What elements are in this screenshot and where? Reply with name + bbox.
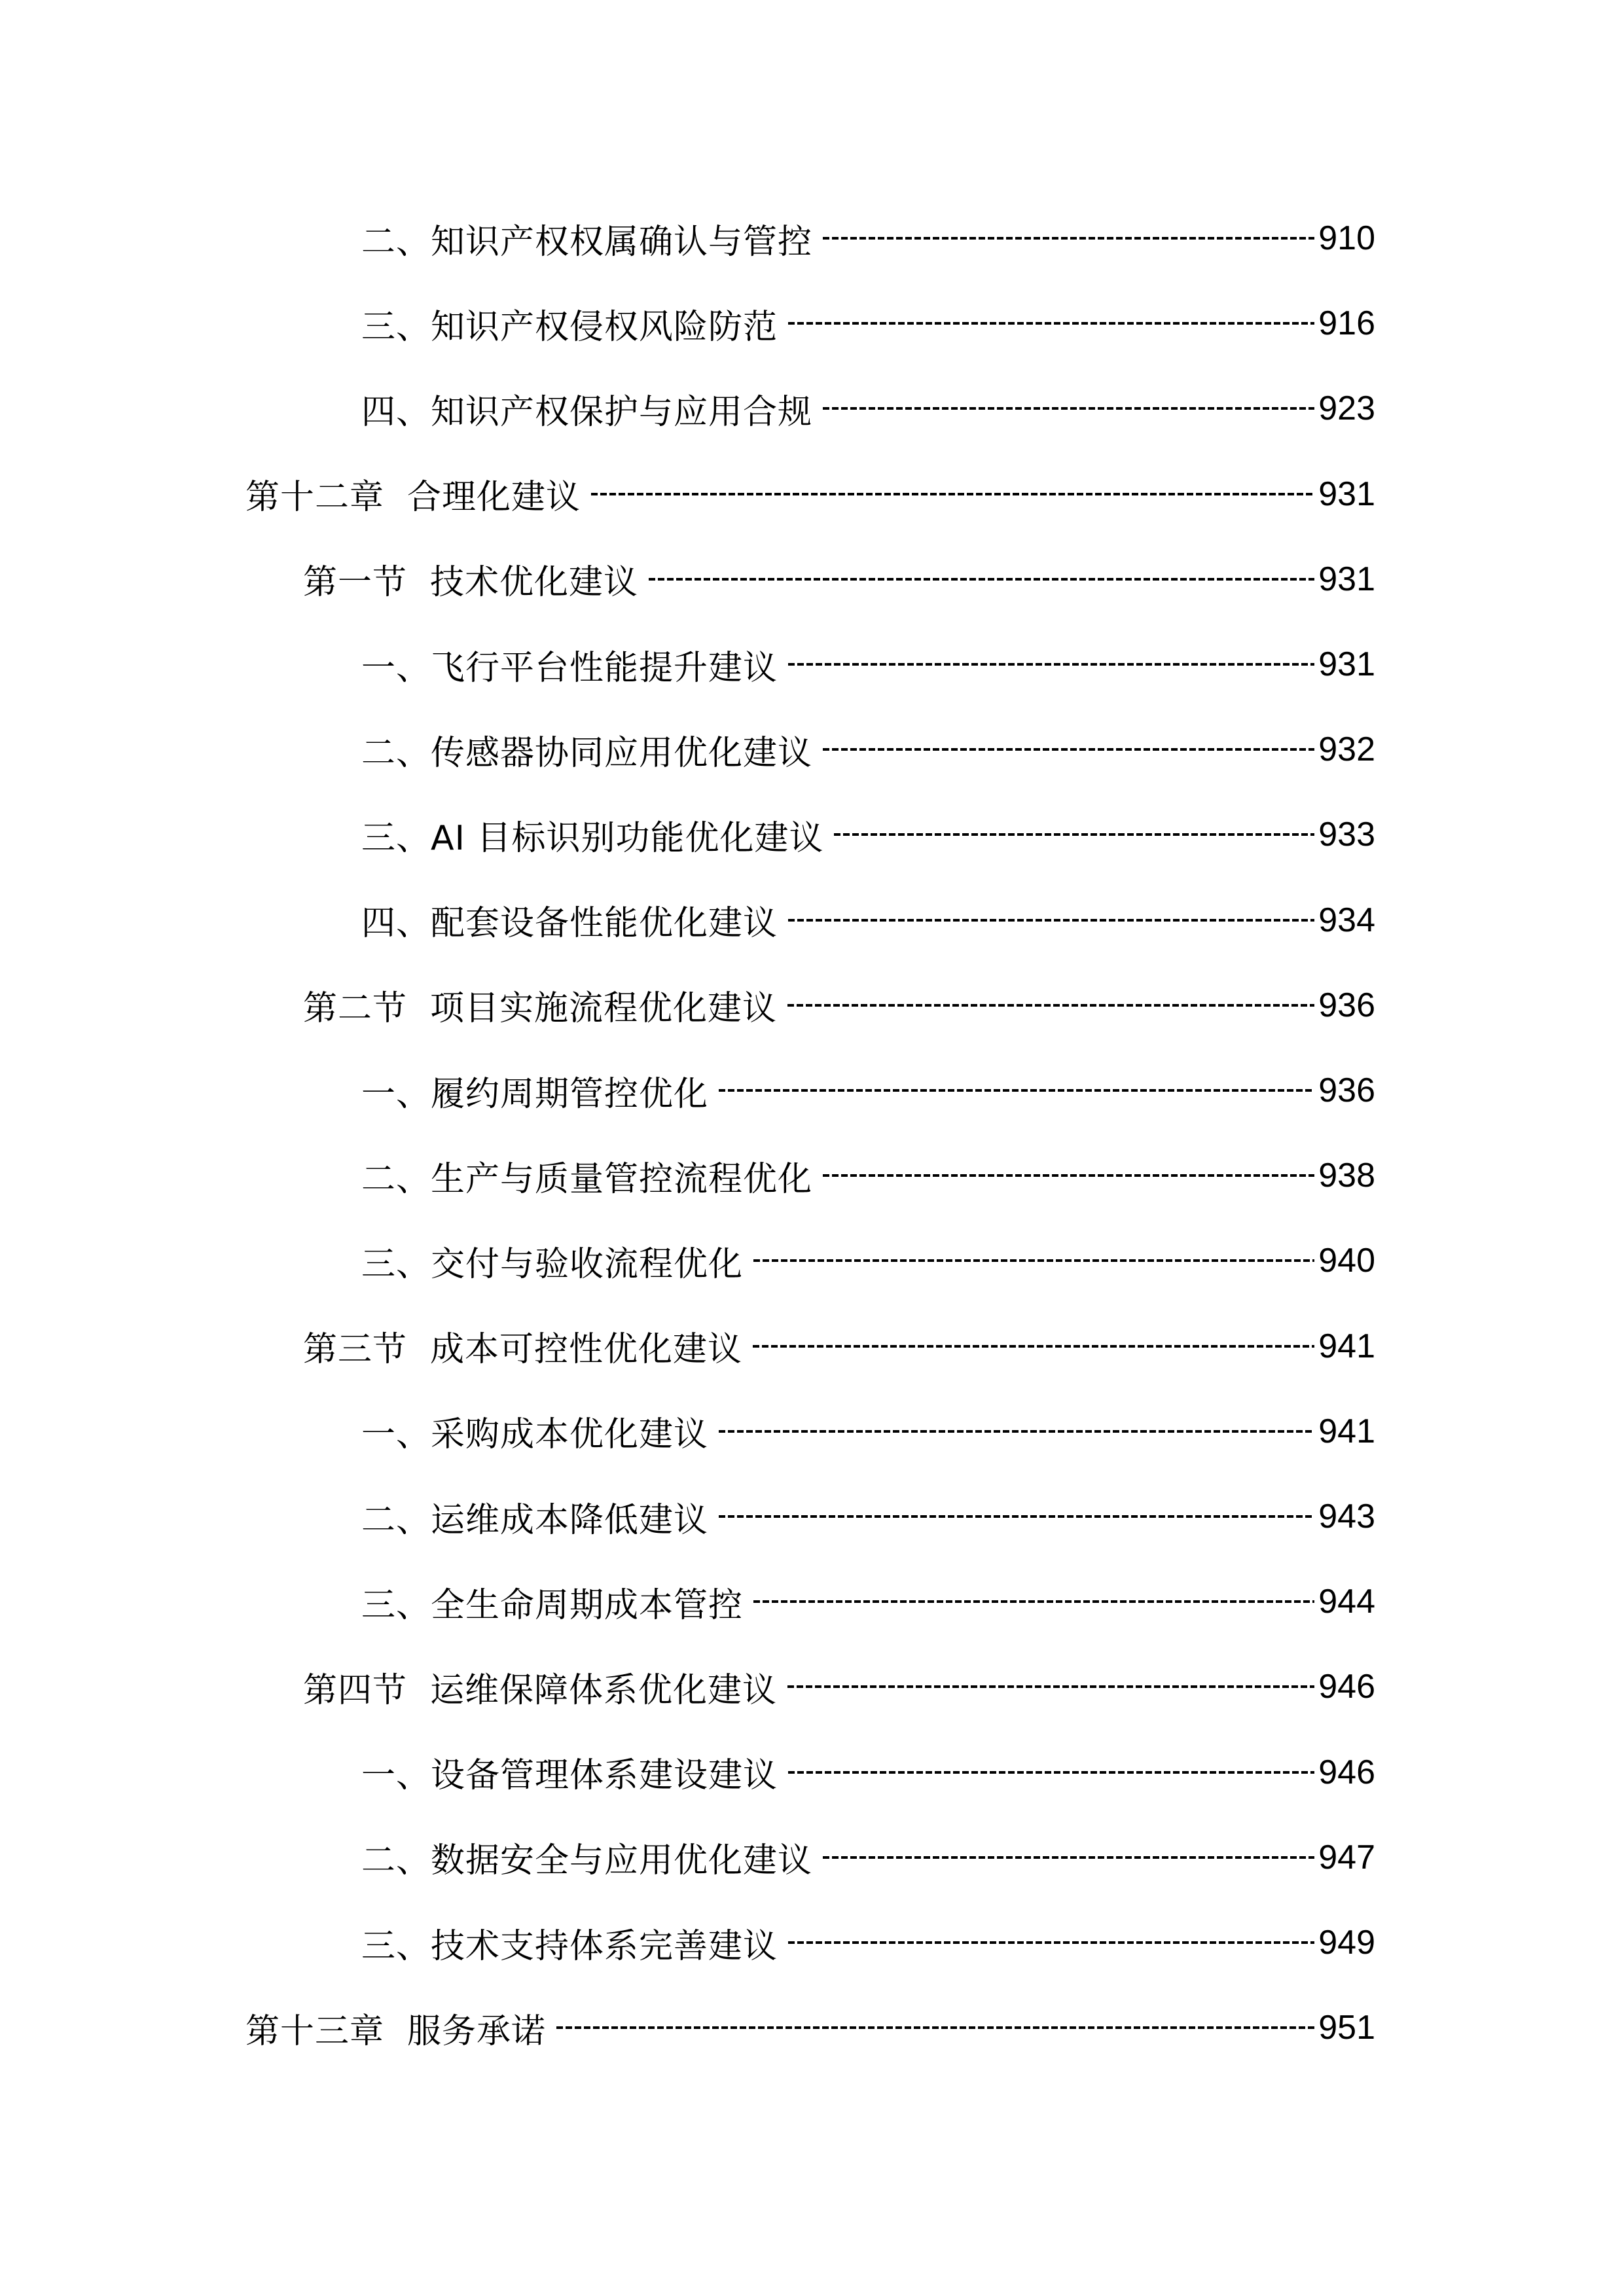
- toc-dash-leader: [823, 407, 1314, 410]
- toc-subsection-entry[interactable]: [361, 878, 1375, 963]
- toc-entry-title: 一、采购成本优化建议: [361, 1415, 709, 1455]
- toc-subsection-entry[interactable]: [361, 1474, 1375, 1559]
- toc-page-number: 936: [1318, 1071, 1375, 1109]
- toc-entry-title: 四、配套设备性能优化建议: [361, 904, 778, 944]
- toc-dash-leader: [834, 833, 1314, 836]
- toc-entry-title: 三、全生命周期成本管控: [361, 1585, 744, 1625]
- toc-entry-title: 第二节 项目实施流程优化建议: [303, 989, 778, 1029]
- toc-page-number: 946: [1318, 1668, 1375, 1706]
- toc-dash-leader: [787, 1685, 1314, 1688]
- toc-dash-leader: [787, 1004, 1314, 1007]
- toc-dash-leader: [556, 2026, 1314, 2029]
- toc-chapter-entry[interactable]: [245, 452, 1375, 537]
- toc-entry-title: 第一节 技术优化建议: [303, 563, 639, 603]
- toc-subsection-entry[interactable]: [361, 792, 1375, 877]
- toc-dash-leader: [649, 578, 1314, 581]
- toc-page-number: 931: [1318, 475, 1375, 513]
- toc-page-number: 943: [1318, 1498, 1375, 1535]
- toc-entry-title: 一、飞行平台性能提升建议: [361, 648, 778, 688]
- toc-subsection-entry[interactable]: [361, 1048, 1375, 1133]
- toc-section-entry[interactable]: [303, 1304, 1375, 1389]
- toc-subsection-entry[interactable]: [361, 1815, 1375, 1900]
- toc-entry-title: 三、技术支持体系完善建议: [361, 1926, 778, 1966]
- toc-entry-title: 二、知识产权权属确认与管控: [361, 222, 813, 262]
- toc-entry-title: 第十二章 合理化建议: [245, 478, 581, 518]
- toc-dash-leader: [823, 748, 1314, 751]
- toc-dash-leader: [823, 237, 1314, 240]
- toc-page-number: 941: [1318, 1327, 1375, 1365]
- toc-section-entry[interactable]: [303, 537, 1375, 622]
- toc-dash-leader: [823, 1174, 1314, 1177]
- toc-dash-leader: [788, 1941, 1314, 1944]
- toc-page-number: 934: [1318, 901, 1375, 939]
- toc-dash-leader: [591, 493, 1314, 495]
- toc-entry-title: 二、运维成本降低建议: [361, 1500, 709, 1540]
- toc-entry-title: 第四节 运维保障体系优化建议: [303, 1670, 778, 1710]
- toc-dash-leader: [719, 1515, 1314, 1518]
- toc-entry-title: 四、知识产权保护与应用合规: [361, 392, 813, 432]
- toc-subsection-entry[interactable]: [361, 1133, 1375, 1218]
- toc-page-number: 940: [1318, 1242, 1375, 1280]
- toc-section-entry[interactable]: [303, 1644, 1375, 1729]
- toc-entry-title: 第十三章 服务承诺: [245, 2011, 547, 2051]
- toc-entry-title: 二、传感器协同应用优化建议: [361, 733, 813, 773]
- toc-page-number: 936: [1318, 986, 1375, 1024]
- toc-page-number: 946: [1318, 1753, 1375, 1791]
- toc-dash-leader: [788, 1771, 1314, 1774]
- toc-page-number: 941: [1318, 1412, 1375, 1450]
- toc-entry-title: 第三节 成本可控性优化建议: [303, 1330, 743, 1370]
- toc-entry-title: 二、生产与质量管控流程优化: [361, 1159, 813, 1199]
- toc-page-number: 933: [1318, 816, 1375, 854]
- toc-entry-title: 一、设备管理体系建设建议: [361, 1756, 778, 1796]
- toc-page-number: 932: [1318, 730, 1375, 769]
- toc-dash-leader: [788, 322, 1314, 325]
- toc-page-number: 951: [1318, 2009, 1375, 2047]
- toc-page-number: 938: [1318, 1157, 1375, 1195]
- toc-page-number: 931: [1318, 645, 1375, 683]
- toc-subsection-entry[interactable]: [361, 1730, 1375, 1815]
- toc-dash-leader: [823, 1856, 1314, 1859]
- toc-page-number: 949: [1318, 1924, 1375, 1962]
- toc-subsection-entry[interactable]: [361, 281, 1375, 366]
- toc-entry-title: 三、交付与验收流程优化: [361, 1244, 744, 1284]
- toc-subsection-entry[interactable]: [361, 1389, 1375, 1474]
- toc-subsection-entry[interactable]: [361, 707, 1375, 792]
- toc-section-entry[interactable]: [303, 963, 1375, 1048]
- toc-subsection-entry[interactable]: [361, 1218, 1375, 1303]
- toc-subsection-entry[interactable]: [361, 196, 1375, 281]
- toc-entry-title: 三、AI 目标识别功能优化建议: [361, 818, 824, 858]
- toc-page-number: 931: [1318, 560, 1375, 598]
- toc-entry-title: 一、履约周期管控优化: [361, 1074, 709, 1114]
- toc-chapter-entry[interactable]: [245, 1985, 1375, 2070]
- toc-dash-leader: [753, 1600, 1314, 1603]
- toc-dash-leader: [719, 1430, 1314, 1433]
- toc-subsection-entry[interactable]: [361, 1559, 1375, 1644]
- toc-subsection-entry[interactable]: [361, 1900, 1375, 1985]
- toc-page-number: 947: [1318, 1838, 1375, 1876]
- toc-entry-title: 二、数据安全与应用优化建议: [361, 1841, 813, 1881]
- toc-subsection-entry[interactable]: [361, 366, 1375, 451]
- toc-subsection-entry[interactable]: [361, 622, 1375, 707]
- toc-page-number: 910: [1318, 219, 1375, 257]
- toc-dash-leader: [753, 1345, 1314, 1348]
- toc-dash-leader: [753, 1259, 1314, 1262]
- toc-entry-title: 三、知识产权侵权风险防范: [361, 307, 778, 347]
- toc-page-number: 916: [1318, 304, 1375, 343]
- toc-page-number: 923: [1318, 389, 1375, 428]
- toc-page-number: 944: [1318, 1583, 1375, 1621]
- toc-dash-leader: [788, 919, 1314, 922]
- toc-dash-leader: [788, 663, 1314, 666]
- toc-dash-leader: [719, 1089, 1314, 1092]
